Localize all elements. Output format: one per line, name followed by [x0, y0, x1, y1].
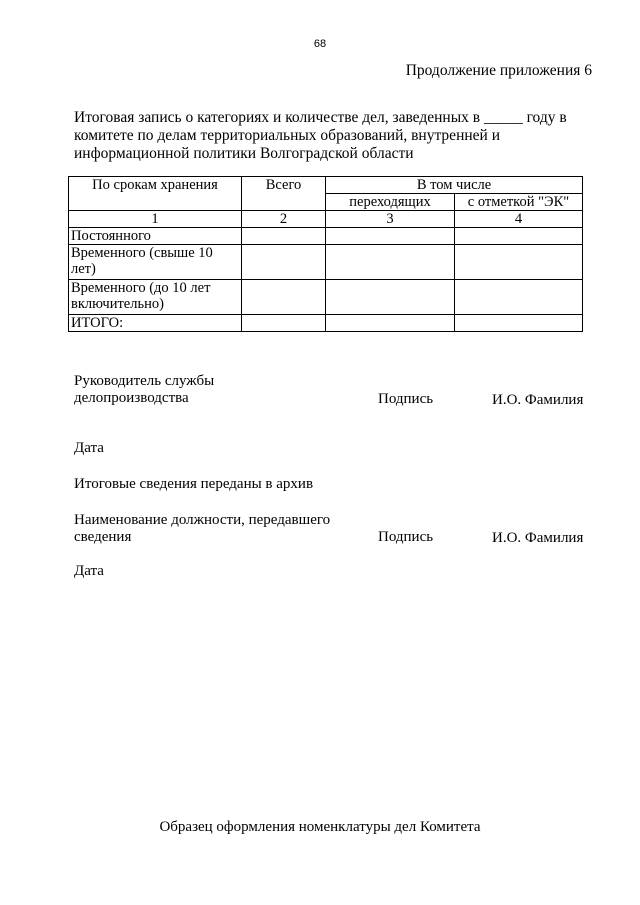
date-label: Дата — [74, 440, 104, 456]
row-label: Постоянного — [69, 228, 242, 245]
empty-cell — [455, 315, 583, 332]
column-number: 1 — [69, 211, 242, 228]
row-label: Временного (до 10 лет включительно) — [69, 280, 242, 315]
page-number: 68 — [313, 38, 327, 50]
empty-cell — [455, 280, 583, 315]
empty-cell — [242, 228, 326, 245]
header-including: В том числе — [326, 177, 583, 194]
empty-cell — [242, 280, 326, 315]
head-of-records-position: Руководитель службы делопроизводства — [74, 373, 215, 406]
empty-cell — [455, 245, 583, 280]
signature-placeholder: Подпись — [378, 391, 434, 407]
signature-placeholder: Подпись — [378, 529, 434, 545]
name-placeholder: И.О. Фамилия — [492, 530, 584, 546]
table-row — [69, 280, 583, 315]
footer-title: Образец оформления номенклатуры дел Комитета — [159, 819, 481, 835]
header-total: Всего — [242, 177, 326, 211]
empty-cell — [326, 280, 455, 315]
column-number: 2 — [242, 211, 326, 228]
column-number: 4 — [455, 211, 583, 228]
empty-cell — [326, 315, 455, 332]
intro-paragraph: Итоговая запись о категориях и количестве дел, заведенных в _____ году в комитете по делам территориальных образований, внутренней и информационной политики Волгоградской области — [74, 109, 567, 162]
empty-cell — [242, 315, 326, 332]
empty-cell — [326, 245, 455, 280]
table-row — [69, 228, 583, 245]
table-row — [69, 315, 583, 332]
archive-transfer-note: Итоговые сведения переданы в архив — [74, 476, 314, 492]
appendix-continuation-label: Продолжение приложения 6 — [405, 62, 592, 79]
row-label: Временного (свыше 10 лет) — [69, 245, 242, 280]
column-number: 3 — [326, 211, 455, 228]
empty-cell — [326, 228, 455, 245]
header-ek-mark: с отметкой "ЭК" — [455, 194, 583, 211]
empty-cell — [242, 245, 326, 280]
empty-cell — [455, 228, 583, 245]
header-storage-period: По срокам хранения — [69, 177, 242, 211]
case-summary-table — [68, 176, 583, 332]
name-placeholder: И.О. Фамилия — [492, 392, 584, 408]
date-label: Дата — [74, 563, 104, 579]
row-label-total: ИТОГО: — [69, 315, 242, 332]
header-transitional: переходящих — [326, 194, 455, 211]
transferring-position: Наименование должности, передавшего сведения — [74, 512, 331, 545]
table-row — [69, 245, 583, 280]
